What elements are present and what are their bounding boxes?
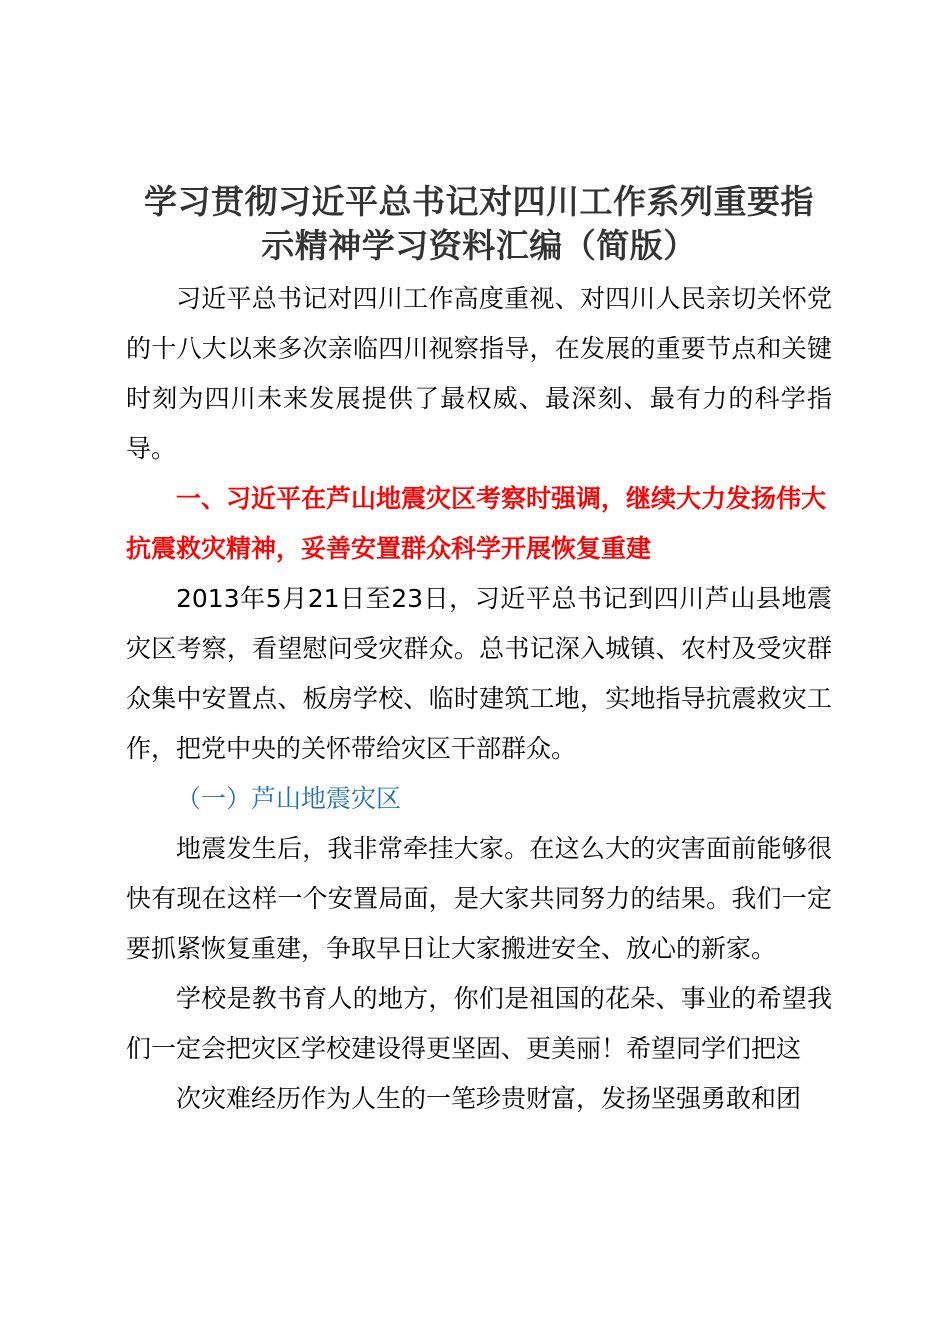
document-title bbox=[126, 180, 832, 268]
title-line-1: 学习贯彻习近平总书记对四川工作系列重要指 bbox=[144, 182, 814, 221]
section-1-heading: 一、习近平在芦山地震灾区考察时强调，继续大力发扬伟大抗震救灾精神，妥善安置群众科学开展恢复重建 bbox=[126, 484, 827, 563]
section-1-paragraph: 2013年5月21日至23日，习近平总书记到四川芦山县地震灾区考察，看望慰问受灾群众。总书记深入城镇、农村及受灾群众集中安置点、板房学校、临时建筑工地，实地指导抗震救灾工作，把党中央的关怀带给灾区干部群众。 bbox=[126, 584, 832, 763]
quote-paragraph-3: 次灾难经历作为人生的一笔珍贵财富，发扬坚强勇敢和团 bbox=[176, 1084, 802, 1113]
document-body bbox=[126, 180, 832, 1124]
title-line-2: 示精神学习资料汇编（简版） bbox=[261, 226, 697, 265]
quote-paragraph-2: 学校是教书育人的地方，你们是祖国的花朵、事业的希望我们一定会把灾区学校建设得更坚固、更美丽！希望同学们把这 bbox=[126, 984, 832, 1063]
quote-paragraph-1: 地震发生后，我非常牵挂大家。在这么大的灾害面前能够很快有现在这样一个安置局面，是大家共同努力的结果。我们一定要抓紧恢复重建，争取早日让大家搬进安全、放心的新家。 bbox=[126, 834, 832, 963]
intro-paragraph: 习近平总书记对四川工作高度重视、对四川人民亲切关怀党的十八大以来多次亲临四川视察指导，在发展的重要节点和关键时刻为四川未来发展提供了最权威、最深刻、最有力的科学指导。 bbox=[126, 284, 832, 463]
subsection-1-heading: （一）芦山地震灾区 bbox=[176, 784, 402, 813]
